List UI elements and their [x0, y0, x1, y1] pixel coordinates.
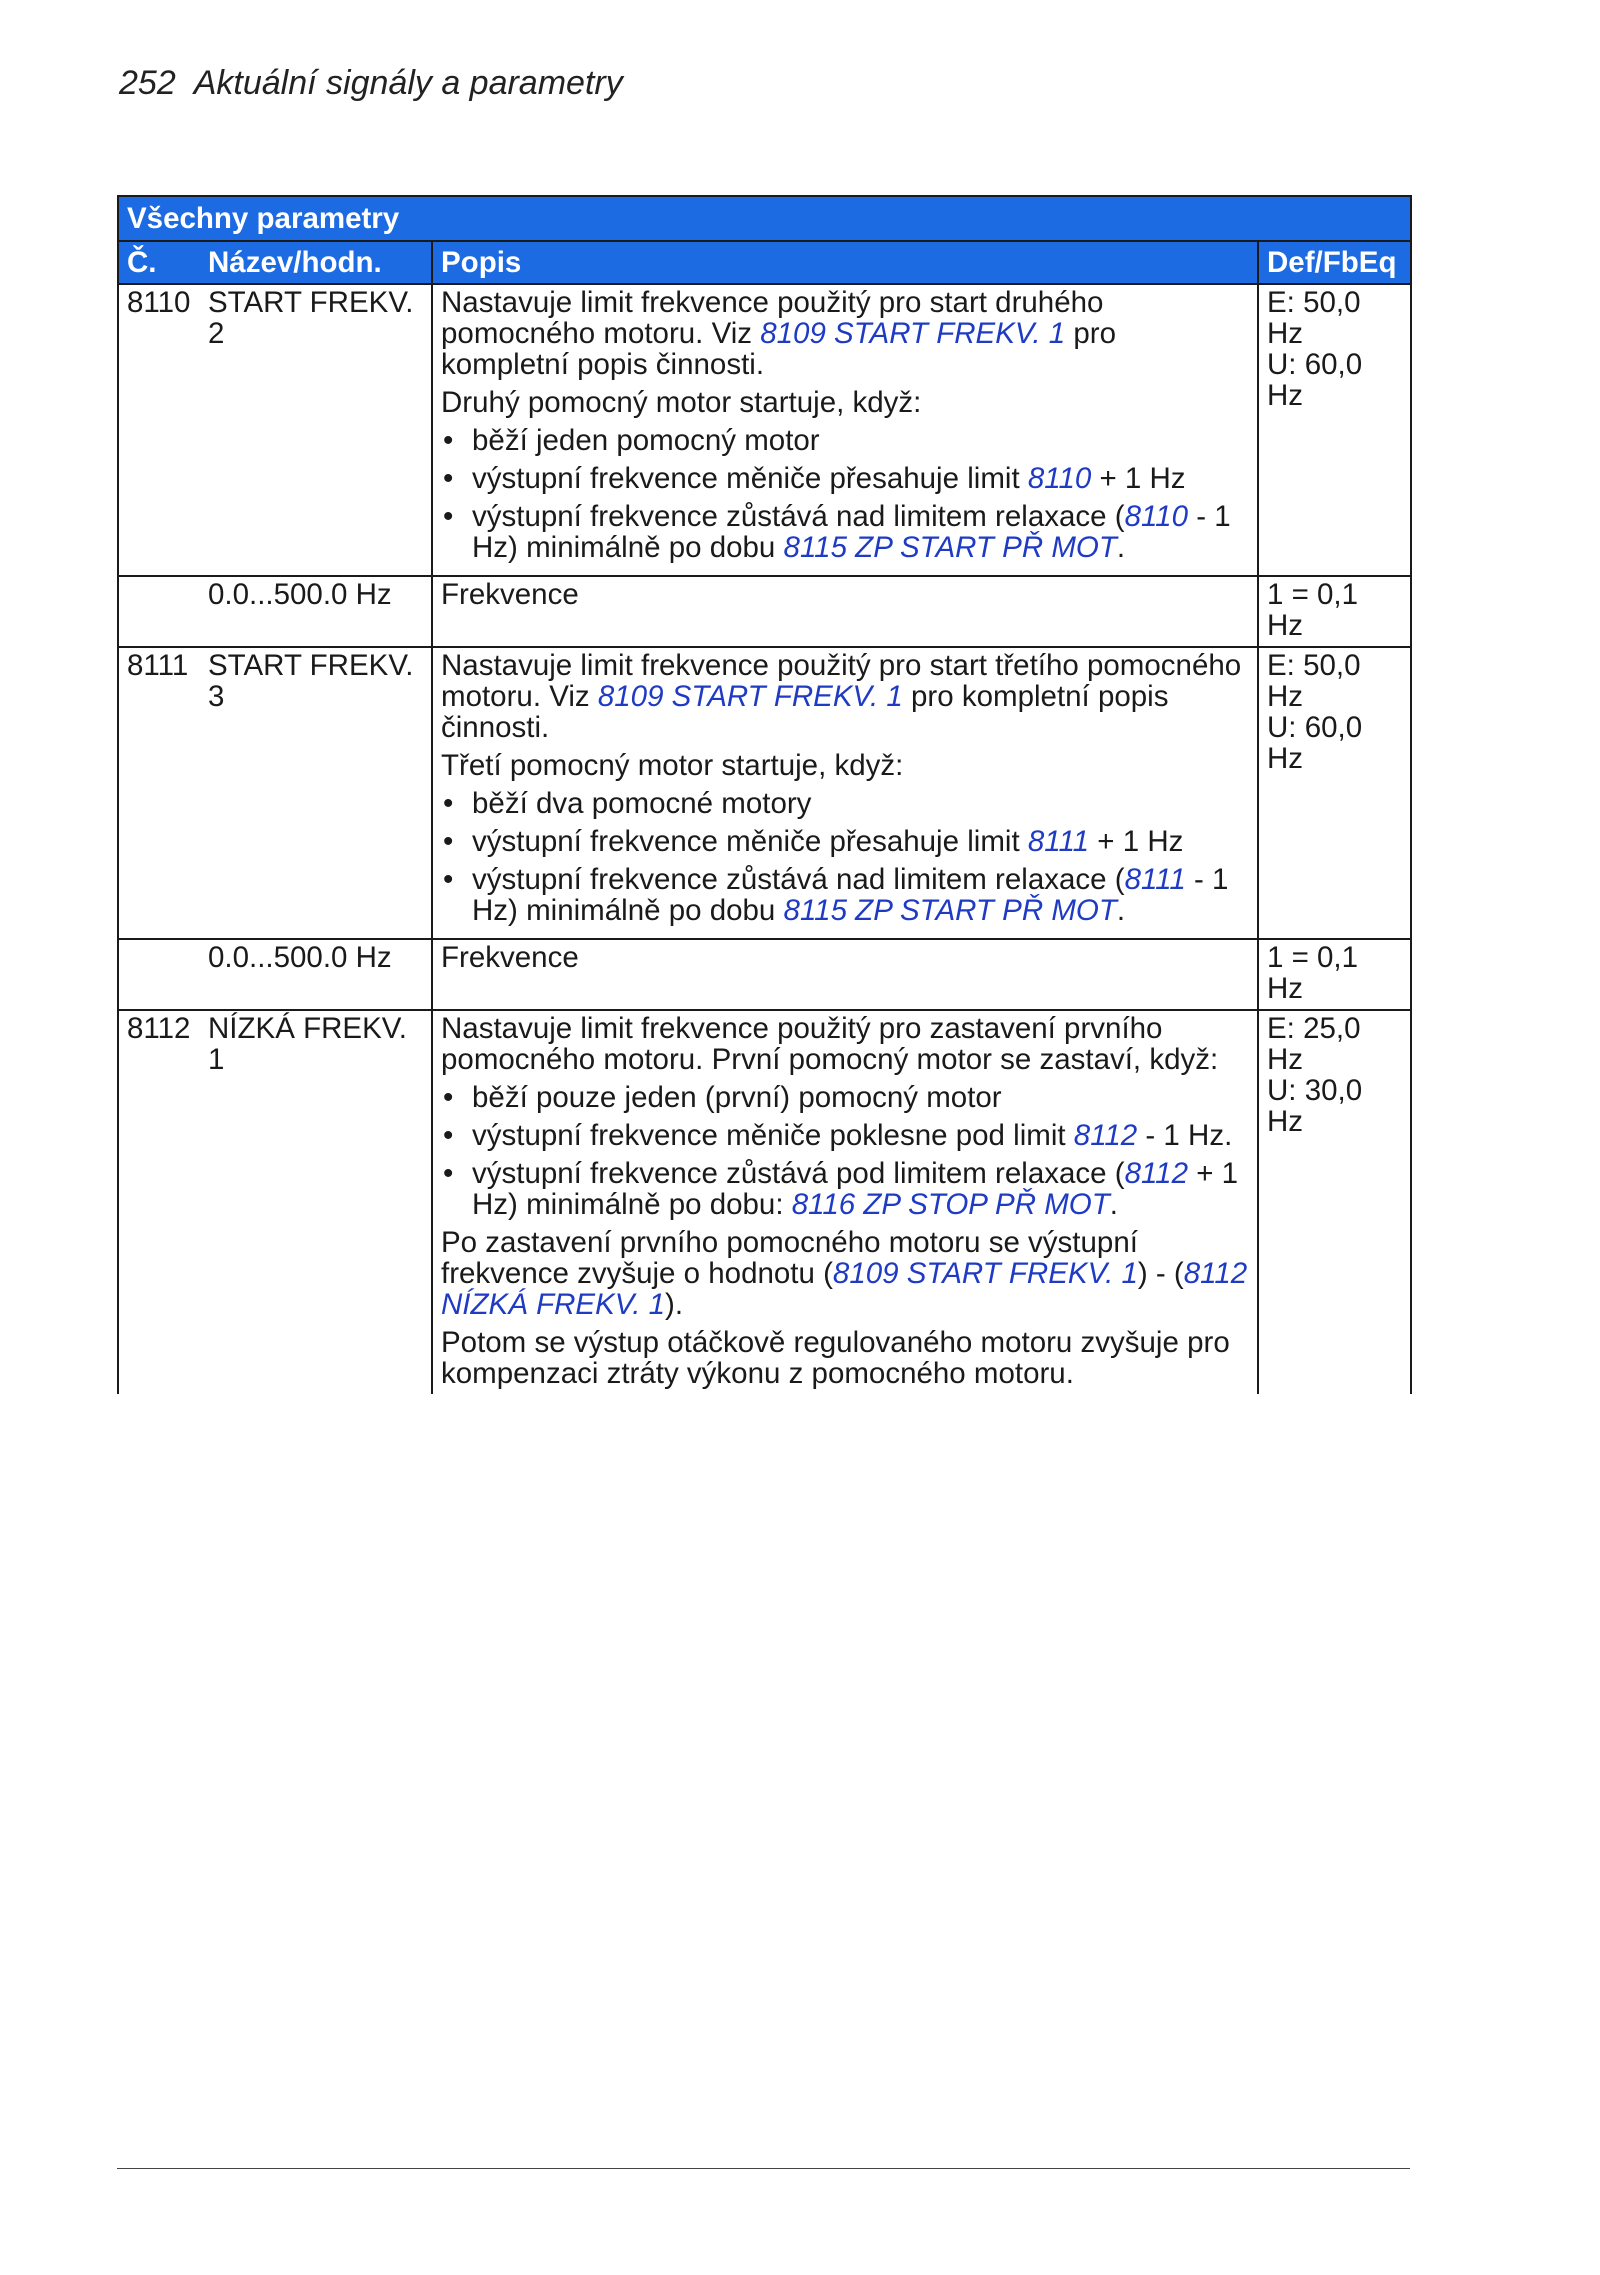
desc-paragraph: Nastavuje limit frekvence použitý pro zastavení prvního pomocného motoru. První pomocný motor se zastaví, když:: [441, 1012, 1219, 1076]
param-link[interactable]: 8110: [1027, 462, 1092, 495]
param-name: NÍZKÁ FREKV. 1: [200, 1010, 432, 1394]
table-row: [118, 284, 1411, 576]
column-header-desc: Popis: [432, 241, 1258, 284]
list-item: • výstupní frekvence zůstává nad limitem relaxace (8110 - 1 Hz) minimálně po dobu 8115 ZP START PŘ MOT.: [441, 501, 1249, 563]
desc-paragraph: Nastavuje limit frekvence použitý pro start třetího pomocného motoru. Viz 8109 START FREKV. 1 pro kompletní popis činnosti.: [441, 649, 1242, 744]
page-number: 252: [119, 64, 176, 102]
table-row: [118, 1010, 1411, 1394]
param-default: E: 50,0 Hz U: 60,0 Hz: [1258, 647, 1411, 939]
param-link[interactable]: 8115 ZP START PŘ MOT: [783, 531, 1117, 564]
param-link[interactable]: 8116 ZP STOP PŘ MOT: [791, 1188, 1110, 1221]
list-item: • výstupní frekvence zůstává nad limitem relaxace (8111 - 1 Hz) minimálně po dobu 8115 ZP START PŘ MOT.: [441, 864, 1249, 926]
bullet-list: [441, 425, 1249, 563]
desc-paragraph: Třetí pomocný motor startuje, když:: [441, 749, 904, 782]
param-link[interactable]: 8112 NÍZKÁ FREKV. 1: [441, 1257, 1248, 1321]
bullet-list: [441, 1082, 1249, 1220]
desc-paragraph: Nastavuje limit frekvence použitý pro start druhého pomocného motoru. Viz 8109 START FREKV. 1 pro kompletní popis činnosti.: [441, 286, 1117, 381]
param-link[interactable]: 8112: [1124, 1157, 1188, 1190]
param-description: [432, 284, 1258, 576]
param-name: START FREKV. 2: [200, 284, 432, 576]
desc-paragraph: Druhý pomocný motor startuje, když:: [441, 386, 922, 419]
param-default: E: 25,0 Hz U: 30,0 Hz: [1258, 1010, 1411, 1394]
footer-rule: [117, 2168, 1410, 2169]
table-row: [118, 939, 1411, 1010]
param-link[interactable]: 8112: [1073, 1119, 1138, 1152]
page-title: Aktuální signály a parametry: [193, 64, 623, 102]
column-header-name: Název/hodn.: [200, 241, 432, 284]
table-title: Všechny parametry: [118, 196, 1411, 241]
param-range-desc: Frekvence: [432, 576, 1258, 647]
list-item: • výstupní frekvence měniče přesahuje limit 8110 + 1 Hz: [441, 463, 1249, 494]
param-default: E: 50,0 Hz U: 60,0 Hz: [1258, 284, 1411, 576]
param-link[interactable]: 8109 START FREKV. 1: [760, 317, 1066, 350]
list-item: • výstupní frekvence měniče poklesne pod limit 8112 - 1 Hz.: [441, 1120, 1249, 1151]
desc-paragraph: Po zastavení prvního pomocného motoru se výstupní frekvence zvyšuje o hodnotu (8109 START FREKV. 1) - (8112 NÍZKÁ FREKV. 1).: [441, 1226, 1248, 1321]
param-description: [432, 647, 1258, 939]
param-name: START FREKV. 3: [200, 647, 432, 939]
param-link[interactable]: 8115 ZP START PŘ MOT: [783, 894, 1117, 927]
list-item: • běží dva pomocné motory: [441, 788, 1249, 819]
param-fbeq: 1 = 0,1 Hz: [1258, 939, 1411, 1010]
param-link[interactable]: 8111: [1124, 863, 1186, 896]
param-range: 0.0...500.0 Hz: [200, 576, 432, 647]
param-link[interactable]: 8110: [1124, 500, 1188, 533]
param-link[interactable]: 8109 START FREKV. 1: [832, 1257, 1138, 1290]
table-row: [118, 576, 1411, 647]
param-range-desc: Frekvence: [432, 939, 1258, 1010]
list-item: • výstupní frekvence zůstává pod limitem relaxace (8112 + 1 Hz) minimálně po dobu: 8116 ZP STOP PŘ MOT.: [441, 1158, 1249, 1220]
parameters-table: [117, 195, 1412, 1394]
list-item: • výstupní frekvence měniče přesahuje limit 8111 + 1 Hz: [441, 826, 1249, 857]
param-description: [432, 1010, 1258, 1394]
list-item: • běží pouze jeden (první) pomocný motor: [441, 1082, 1249, 1113]
column-header-def: Def/FbEq: [1258, 241, 1411, 284]
param-number: 8111: [118, 647, 200, 939]
param-number: 8112: [118, 1010, 200, 1394]
param-range: 0.0...500.0 Hz: [200, 939, 432, 1010]
page-header: [119, 64, 623, 103]
column-header-no: Č.: [118, 241, 200, 284]
desc-paragraph: Potom se výstup otáčkově regulovaného motoru zvyšuje pro kompenzaci ztráty výkonu z pomocného motoru.: [441, 1326, 1230, 1390]
param-number: 8110: [118, 284, 200, 576]
table-row: [118, 647, 1411, 939]
param-fbeq: 1 = 0,1 Hz: [1258, 576, 1411, 647]
list-item: • běží jeden pomocný motor: [441, 425, 1249, 456]
param-link[interactable]: 8109 START FREKV. 1: [597, 680, 903, 713]
param-link[interactable]: 8111: [1027, 825, 1090, 858]
bullet-list: [441, 788, 1249, 926]
